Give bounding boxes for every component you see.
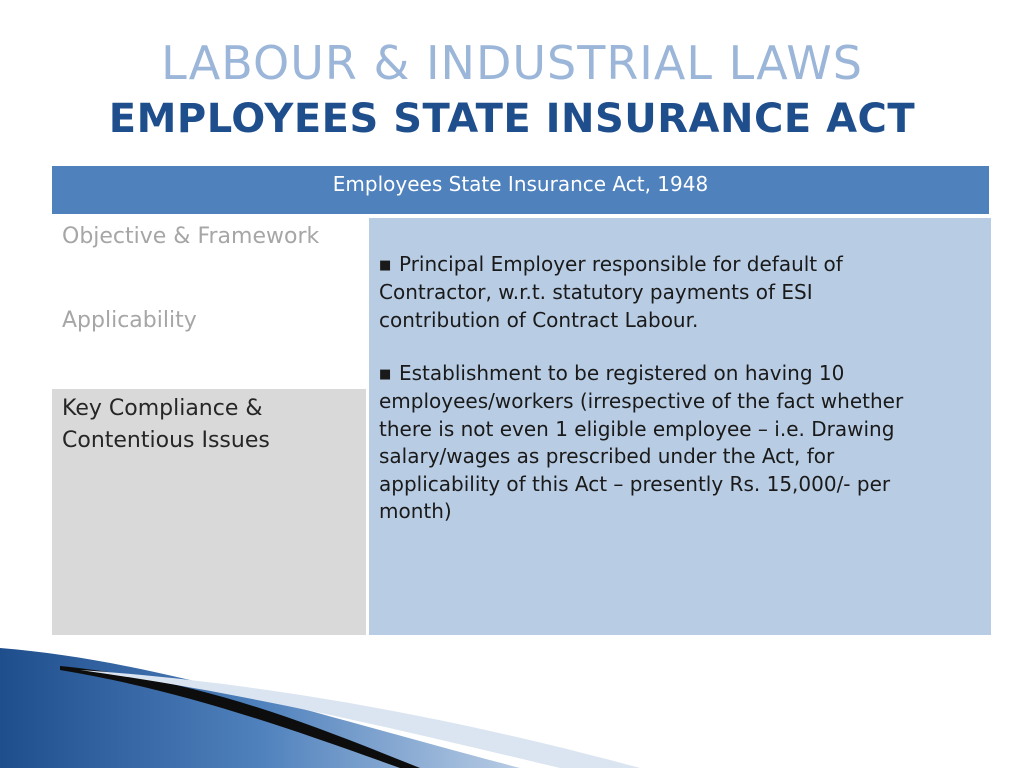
slide-title: LABOUR & INDUSTRIAL LAWS: [161, 36, 863, 90]
nav-item-objective-framework[interactable]: Objective & Framework: [62, 224, 320, 249]
nav-item-key-compliance-label: Key Compliance & Contentious Issues: [62, 396, 270, 453]
content-panel: [367, 218, 991, 635]
slide-subtitle: EMPLOYEES STATE INSURANCE ACT: [108, 96, 916, 142]
bullet-item: ■ Establishment to be registered on having 10 employees/workers (irrespective of the fact whether there is not even 1 eligible employee – i.e. Drawing salary/wages as prescribed under the Act, for applicability of this Act – presently Rs. 15,000/- per month): [379, 361, 904, 524]
nav-panel: [52, 214, 366, 388]
nav-item-key-compliance[interactable]: [52, 389, 366, 635]
square-bullet-icon: ■: [379, 258, 392, 273]
table-header: Employees State Insurance Act, 1948: [52, 166, 989, 214]
decorative-swoosh: [0, 640, 1024, 768]
nav-item-applicability[interactable]: Applicability: [62, 308, 197, 333]
square-bullet-icon: ■: [379, 367, 392, 382]
bullet-item: ■ Principal Employer responsible for default of Contractor, w.r.t. statutory payments of ESI contribution of Contract Labour.: [379, 252, 843, 332]
